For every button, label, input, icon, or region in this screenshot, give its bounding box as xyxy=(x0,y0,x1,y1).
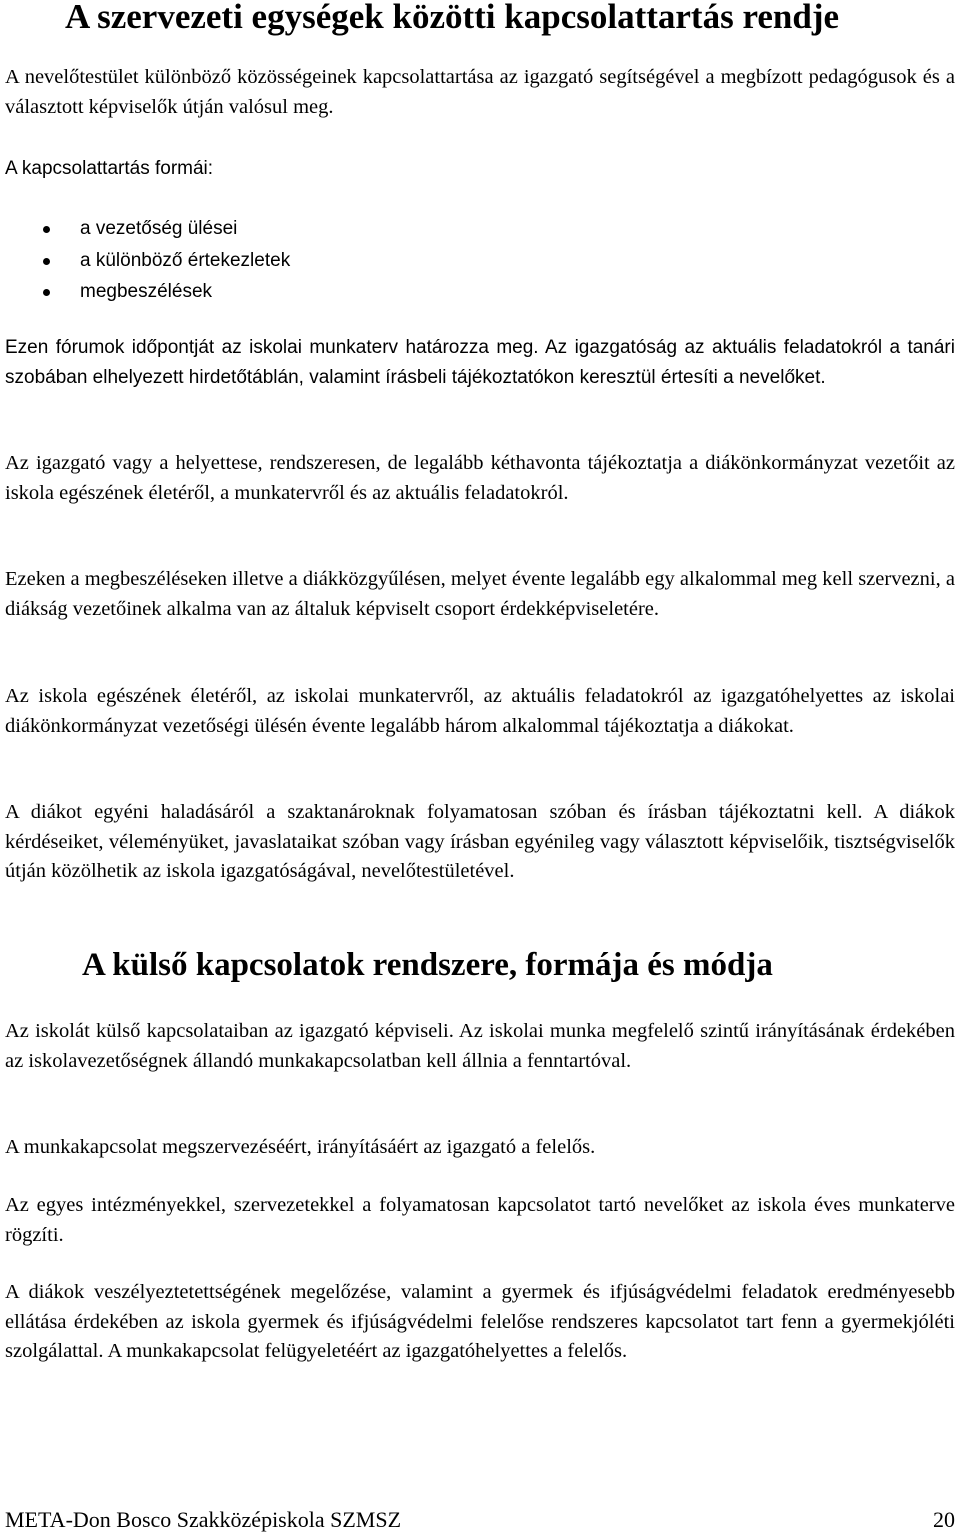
notice-board-sentence: Az igazgatóság az aktuális feladatokról a tanári szobában elhelyezett hirdetőtáblán, valamint írásbeli tájékoztatókon keresztül értesíti a nevelőket. xyxy=(5,337,955,388)
section-heading-external: A külső kapcsolatok rendszere, formája és módja xyxy=(82,947,773,983)
responsibility-paragraph: A munkakapcsolat megszervezéséért, irányításáért az igazgató a felelős. xyxy=(5,1136,596,1158)
list-item xyxy=(5,213,290,245)
forums-sentence: Ezen fórumok időpontját az iskolai munkaterv határozza meg. xyxy=(5,337,539,358)
bullet-icon xyxy=(43,289,50,296)
list-item-text: a vezetőség ülései xyxy=(80,218,238,239)
youth-protection-paragraph: A diákok veszélyeztetettségének megelőzése, valamint a gyermek és ifjúságvédelmi feladatok eredményesebb ellátása érdekében az iskola gyermek és ifjúságvédelmi felelőse rendszeres kapcsolatot tart fenn a gyermekjóléti szolgálattal. A munkakapcsolat felügyeletéért az igazgatóhelyettes a felelős. xyxy=(5,1281,955,1362)
forums-paragraph xyxy=(5,333,955,392)
bullet-icon xyxy=(43,226,50,233)
meetings-paragraph: Ezeken a megbeszéléseken illetve a diákközgyűlésen, melyet évente legalább egy alkalommal meg kell szervezni, a diákság vezetőinek alkalma van az általuk képviselt csoport érdekképviseletére. xyxy=(5,568,955,620)
list-item-text: megbeszélések xyxy=(80,281,213,302)
footer-page-number: 20 xyxy=(933,1507,955,1532)
deputy-paragraph: Az iskola egészének életéről, az iskolai munkatervről, az aktuális feladatokról az igazgatóhelyettes az iskolai diákönkormányzat vezetőségi ülésén évente legalább három alkalommal tájékoztatja a diákokat. xyxy=(5,685,955,737)
page-footer xyxy=(5,1505,955,1535)
institutions-paragraph: Az egyes intézményekkel, szervezetekkel a folyamatosan kapcsolatot tartó nevelőket az iskola éves munkaterve rögzíti. xyxy=(5,1194,955,1246)
external-relations-paragraph: Az iskolát külső kapcsolataiban az igazgató képviseli. Az iskolai munka megfelelő szintű irányításának érdekében az iskolavezetőségnek állandó munkakapcsolatban kell állnia a fenntartóval. xyxy=(5,1020,955,1072)
intro-paragraph: A nevelőtestület különböző közösségeinek kapcsolattartása az igazgató segítségével a megbízott pedagógusok és a választott képviselők útján valósul meg. xyxy=(5,66,955,118)
forms-label: A kapcsolattartás formái: xyxy=(5,158,214,179)
list-item-text: a különböző értekezletek xyxy=(80,249,291,271)
footer-document-name: META-Don Bosco Szakközépiskola SZMSZ xyxy=(5,1507,402,1532)
progress-paragraph: A diákot egyéni haladásáról a szaktanároknak folyamatosan szóban és írásban tájékoztatni kell. A diákok kérdéseiket, véleményüket, javaslataikat szóban vagy írásban egyénileg vagy választott képviselőik, tisztségviselők útján közölhetik az iskola igazgatóságával, nevelőtestületével. xyxy=(5,801,955,882)
forms-list xyxy=(5,213,290,308)
list-item xyxy=(5,276,290,308)
bullet-icon xyxy=(43,258,50,265)
student-government-paragraph: Az igazgató vagy a helyettese, rendszeresen, de legalább kéthavonta tájékoztatja a diákönkormányzat vezetőit az iskola egészének életéről, a munkatervről és az aktuális feladatokról. xyxy=(5,452,955,504)
section-heading-internal: A szervezeti egységek közötti kapcsolattartás rendje xyxy=(65,0,840,36)
list-item xyxy=(5,245,290,277)
